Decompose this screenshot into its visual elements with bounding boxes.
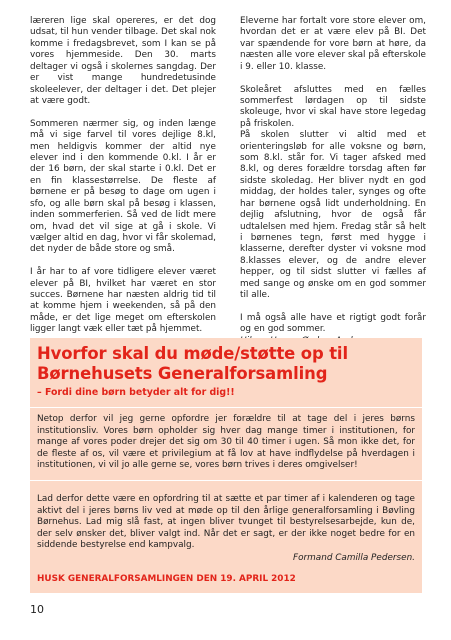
call-to-action: HUSK GENERALFORSAMLINGEN DEN 19. APRIL 2012 bbox=[37, 573, 296, 584]
box-subheading: – Fordi dine børn betyder alt for dig!! bbox=[37, 387, 235, 398]
left-column bbox=[30, 16, 216, 336]
divider bbox=[30, 407, 422, 408]
box-signature: Formand Camilla Pedersen. bbox=[293, 552, 415, 563]
paragraph: I må også alle have et rigtigt godt forår og en god sommer. bbox=[240, 312, 426, 335]
paragraph: læreren lige skal opereres, er det dog udsat, til hun vender tilbage. Det skal nok komme i fredagsbrevet, som I kan se på vores hjemmeside. Den 30. marts deltager vi også i skolernes sangdag. Der er vist mange hundredetusinde skoleelever, der deltager i det. Det plejer at være godt. bbox=[30, 16, 216, 106]
general-assembly-box bbox=[30, 338, 422, 593]
paragraph: Eleverne har fortalt vore store elever om, hvordan det er at være elev på BI. Det var spændende for vore børn at høre, da næsten alle vore elever skal på efterskole i 9. eller 10. klasse. bbox=[240, 16, 426, 72]
paragraph: Skoleåret afsluttes med en fælles sommerfest lørdagen op til sidste skoleuge, hvor vi skal have store legedag på friskolen. bbox=[240, 84, 426, 129]
paragraph: På skolen slutter vi altid med et orienteringsløb for alle voksne og børn, som 8.kl. står for. Vi tager afsked med 8.kl, og deres forældre torsdag aften før sidste skoledag. Her bliver nydt en god middag, der holdes taler, synges og ofte har børnene også lidt underholdning. En dejlig afslutning, hvor de også får udtalelsen med hjem. Fredag står så helt i børnenes tegn, først med hygge i klasserne, derefter dyster vi voksne mod 8.klasses elever, og de andre elever hepper, og til sidst slutter vi fælles af med sange og ønske om en god sommer til alle. bbox=[240, 130, 426, 301]
box-heading: Hvorfor skal du møde/støtte op til Børnehusets Generalforsamling bbox=[37, 344, 348, 383]
right-column bbox=[240, 16, 426, 359]
box-paragraph: Netop derfor vil jeg gerne opfordre jer forældre til at tage del i jeres børns institutionsliv. Vores børn opholder sig hver dag mange timer i institutionen, for mange af vores poder drejer det sig om 30 til 40 timer i ugen. Så mon ikke det, for de fleste af os, vil være et privilegium at få lov at have indflydelse på hverdagen i institutionen, vi vil jo alle gerne se, vores børn trives i deres omgivelser! bbox=[37, 414, 415, 471]
paragraph: Sommeren nærmer sig, og inden længe må vi sige farvel til vores dejlige 8.kl, men heldigvis kommer der altid nye elever ind i den kommende 0.kl. I år er der 16 børn, der skal starte i 0.kl. Det er en fin klassestørrelse. De fleste af børnene er på besøg to dage om ugen i sfo, og alle børn skal på besøg i klassen, inden sommerferien. Så ved de lidt mere om, hvad det vil sige at gå i skole. Vi vælger altid en dag, hvor vi får skolemad, det nyder de både store og små. bbox=[30, 118, 216, 255]
page-number: 10 bbox=[30, 603, 44, 616]
divider bbox=[30, 480, 422, 481]
paragraph: I år har to af vore tidligere elever været elever på BI, hvilket har været en stor succes. Børnene har næsten aldrig tid til at komme hjem i weekenden, så på den måde, er det lige meget om efterskolen ligger langt væk eller tæt på hjemmet. bbox=[30, 267, 216, 335]
box-paragraph: Lad derfor dette være en opfordring til at sætte et par timer af i kalenderen og tage aktivt del i jeres børns liv ved at møde op til den årlige generalforsamling i Bøvling Børnehus. Lad mig slå fast, at ingen bliver tvunget til bestyrelsesarbejde, kun de, der selv ønsker det, bliver valgt ind. Når det er sagt, er der ikke noget bedre for en siddende bestyrelse end kampvalg. bbox=[37, 493, 415, 551]
